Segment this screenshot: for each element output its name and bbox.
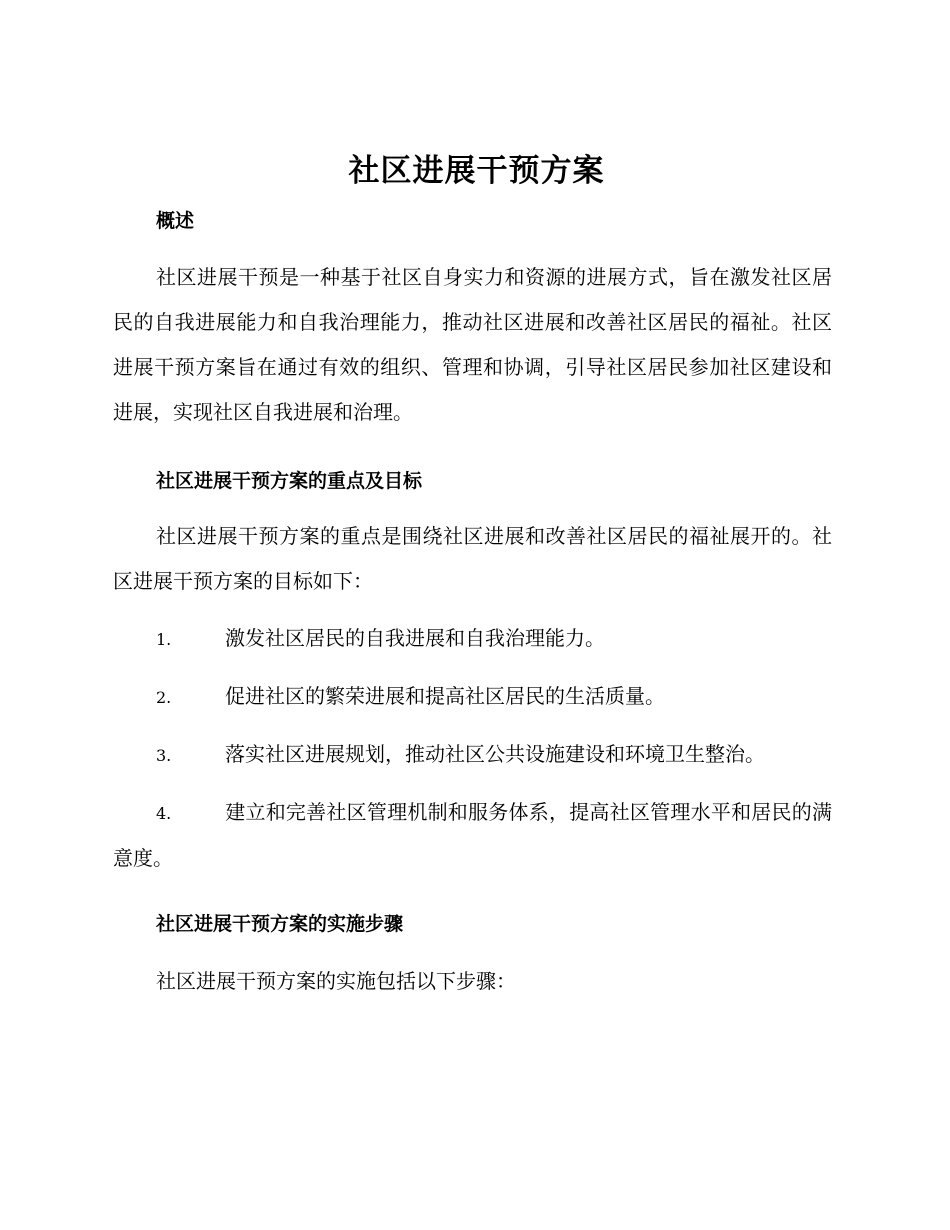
list-item-text: 落实社区进展规划，推动社区公共设施建设和环境卫生整治。 <box>225 742 765 766</box>
list-item-text: 促进社区的繁荣进展和提高社区居民的生活质量。 <box>225 684 665 708</box>
list-item <box>113 674 832 720</box>
list-item-number: 1. <box>156 630 172 649</box>
list-item-number: 3. <box>156 746 172 765</box>
list-item-number: 2. <box>156 688 172 707</box>
section-heading-overview: 概述 <box>156 210 195 232</box>
list-item-text: 激发社区居民的自我进展和自我治理能力。 <box>225 626 605 650</box>
steps-paragraph: 社区进展干预方案的实施包括以下步骤： <box>156 969 516 993</box>
list-item-text: 建立和完善社区管理机制和服务体系，提高社区管理水平和居民的满意度。 <box>113 800 832 870</box>
goals-paragraph: 社区进展干预方案的重点是围绕社区进展和改善社区居民的福祉展开的。社区进展干预方案的目标如下： <box>113 524 832 593</box>
list-item <box>113 732 832 778</box>
list-item-number: 4. <box>156 804 172 823</box>
goals-list <box>113 616 832 881</box>
overview-paragraph: 社区进展干预是一种基于社区自身实力和资源的进展方式，旨在激发社区居民的自我进展能力和自我治理能力，推动社区进展和改善社区居民的福祉。社区进展干预方案旨在通过有效的组织、管理和协调，引导社区居民参加社区建设和进展，实现社区自我进展和治理。 <box>113 265 832 424</box>
document-title: 社区进展干预方案 <box>348 153 605 189</box>
section-heading-steps: 社区进展干预方案的实施步骤 <box>156 913 404 935</box>
list-item <box>113 616 832 662</box>
section-heading-goals: 社区进展干预方案的重点及目标 <box>156 470 423 492</box>
list-item <box>113 790 832 881</box>
